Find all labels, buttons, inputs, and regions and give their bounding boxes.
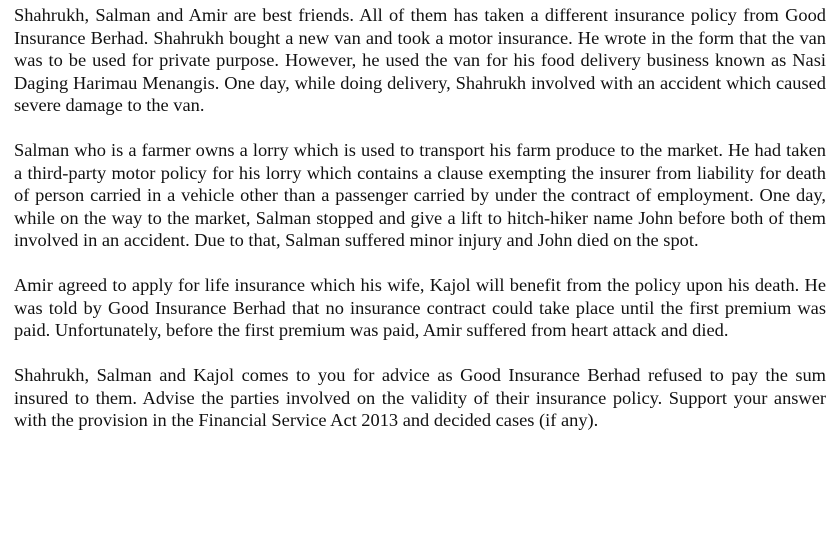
paragraph-shahrukh-case: Shahrukh, Salman and Amir are best friends. All of them has taken a different insurance policy from Good Insurance Berhad. Shahrukh bought a new van and took a motor insurance. He wrote in the form that the van was to be used for private purpose. However, he used the van for his food delivery business known as Nasi Daging Harimau Menangis. One day, while doing delivery, Shahrukh involved with an accident which caused severe damage to the van. (14, 5, 826, 115)
paragraph-question: Shahrukh, Salman and Kajol comes to you for advice as Good Insurance Berhad refused to pay the sum insured to them. Advise the parties involved on the validity of their insurance policy. Support your answer with the provision in the Financial Service Act 2013 and decided cases (if any). (14, 365, 826, 430)
paragraph-salman-case: Salman who is a farmer owns a lorry which is used to transport his farm produce to the market. He had taken a third-party motor policy for his lorry which contains a clause exempting the insurer from liability for death of person carried in a vehicle other than a passenger carried by under the contract of employment. One day, while on the way to the market, Salman stopped and give a lift to hitch-hiker name John before both of them involved in an accident. Due to that, Salman suffered minor injury and John died on the spot. (14, 140, 826, 250)
paragraph-amir-case: Amir agreed to apply for life insurance which his wife, Kajol will benefit from the policy upon his death. He was told by Good Insurance Berhad that no insurance contract could take place until the first premium was paid. Unfortunately, before the first premium was paid, Amir suffered from heart attack and died. (14, 275, 826, 340)
